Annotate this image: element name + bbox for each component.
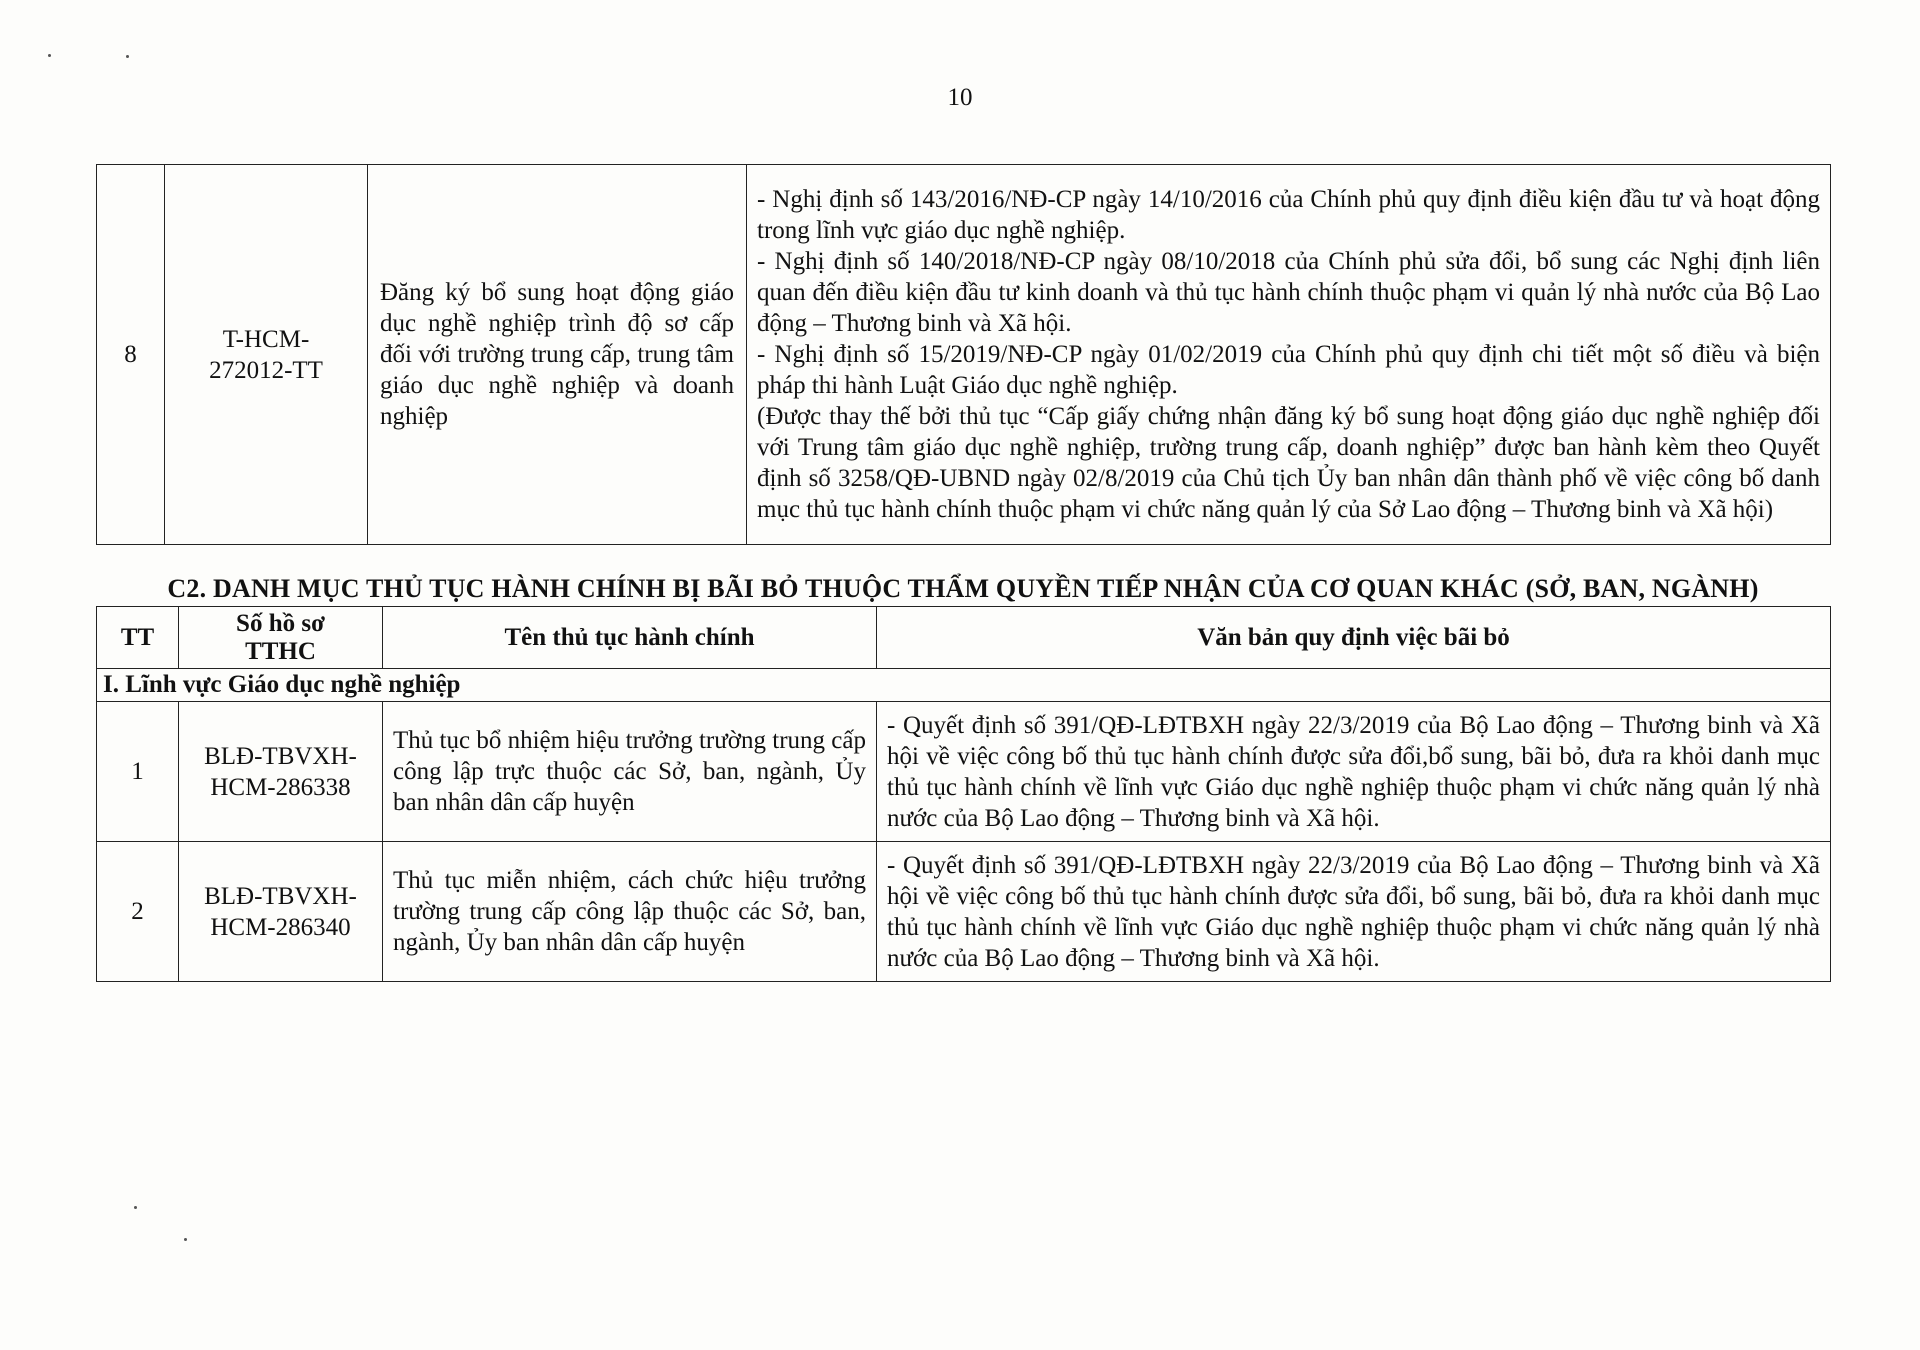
- scan-speck: [134, 1206, 137, 1209]
- abolished-procedures-table: [96, 606, 1831, 982]
- procedure-code: BLĐ-TBVXH-HCM-286338: [179, 702, 383, 842]
- abolition-basis: - Quyết định số 391/QĐ-LĐTBXH ngày 22/3/2019 của Bộ Lao động – Thương binh và Xã hội về việc công bố thủ tục hành chính được sửa đổi, bổ sung, bãi bỏ, đưa ra khỏi danh mục thủ tục hành chính về lĩnh vực Giáo dục nghề nghiệp thuộc phạm vi chức năng quản lý nhà nước của Bộ Lao động – Thương binh và Xã hội.: [877, 842, 1831, 982]
- column-header-tt: TT: [97, 607, 179, 669]
- abolition-basis: - Quyết định số 391/QĐ-LĐTBXH ngày 22/3/2019 của Bộ Lao động – Thương binh và Xã hội về việc công bố thủ tục hành chính được sửa đổi,bổ sung, bãi bỏ, đưa ra khỏi danh mục thủ tục hành chính về lĩnh vực Giáo dục nghề nghiệp thuộc phạm vi chức năng quản lý nhà nước của Bộ Lao động – Thương binh và Xã hội.: [877, 702, 1831, 842]
- procedure-name: Thủ tục bổ nhiệm hiệu trưởng trường trung cấp công lập trực thuộc các Sở, ban, ngành, Ủy ban nhân dân cấp huyện: [383, 702, 877, 842]
- legal-basis-line: - Nghị định số 15/2019/NĐ-CP ngày 01/02/2019 của Chính phủ quy định chi tiết một số điều và biện pháp thi hành Luật Giáo dục nghề nghiệp.: [757, 341, 1820, 399]
- page-number: 10: [947, 84, 973, 111]
- field-label: I. Lĩnh vực Giáo dục nghề nghiệp: [97, 669, 1831, 702]
- legal-basis-line: (Được thay thế bởi thủ tục “Cấp giấy chứng nhận đăng ký bổ sung hoạt động giáo dục nghề nghiệp đối với Trung tâm giáo dục nghề nghiệp, trường trung cấp, doanh nghiệp” được ban hành kèm theo Quyết định số 3258/QĐ-UBND ngày 02/8/2019 của Chủ tịch Ủy ban nhân dân thành phố về việc công bố danh mục thủ tục hành chính thuộc phạm vi chức năng quản lý của Sở Lao động – Thương binh và Xã hội): [757, 403, 1820, 523]
- legal-basis: [747, 165, 1831, 545]
- scan-speck: [126, 55, 129, 58]
- procedure-code: BLĐ-TBVXH-HCM-286340: [179, 842, 383, 982]
- legal-basis-line: - Nghị định số 143/2016/NĐ-CP ngày 14/10/2016 của Chính phủ quy định điều kiện đầu tư và hoạt động trong lĩnh vực giáo dục nghề nghiệp.: [757, 186, 1820, 244]
- procedure-name: Thủ tục miễn nhiệm, cách chức hiệu trưởng trường trung cấp công lập thuộc các Sở, ban, ngành, Ủy ban nhân dân cấp huyện: [383, 842, 877, 982]
- scan-speck: [48, 54, 51, 57]
- procedure-code: T-HCM-272012-TT: [165, 165, 368, 545]
- section-title: C2. DANH MỤC THỦ TỤC HÀNH CHÍNH BỊ BÃI BỎ THUỘC THẨM QUYỀN TIẾP NHẬN CỦA CƠ QUAN KHÁC (SỞ, BAN, NGÀNH): [167, 574, 1759, 603]
- field-group-row: [97, 669, 1831, 702]
- table-row: [97, 842, 1831, 982]
- procedure-name: Đăng ký bổ sung hoạt động giáo dục nghề nghiệp trình độ sơ cấp đối với trường trung cấp, trung tâm giáo dục nghề nghiệp và doanh nghiệp: [368, 165, 747, 545]
- column-header-code: Số hồ sơ TTHC: [179, 607, 383, 669]
- column-header-basis: Văn bản quy định việc bãi bỏ: [877, 607, 1831, 669]
- legal-basis-line: - Nghị định số 140/2018/NĐ-CP ngày 08/10/2018 của Chính phủ sửa đổi, bổ sung các Nghị định liên quan đến điều kiện đầu tư kinh doanh và thủ tục hành chính thuộc phạm vi quản lý nhà nước của Bộ Lao động – Thương binh và Xã hội.: [757, 248, 1820, 337]
- table-row: [97, 702, 1831, 842]
- row-index: 8: [97, 165, 165, 545]
- scan-speck: [184, 1238, 187, 1241]
- table-row: [97, 165, 1831, 545]
- column-header-name: Tên thủ tục hành chính: [383, 607, 877, 669]
- table-header-row: [97, 607, 1831, 669]
- row-index: 1: [97, 702, 179, 842]
- procedures-table-continued: [96, 164, 1831, 545]
- row-index: 2: [97, 842, 179, 982]
